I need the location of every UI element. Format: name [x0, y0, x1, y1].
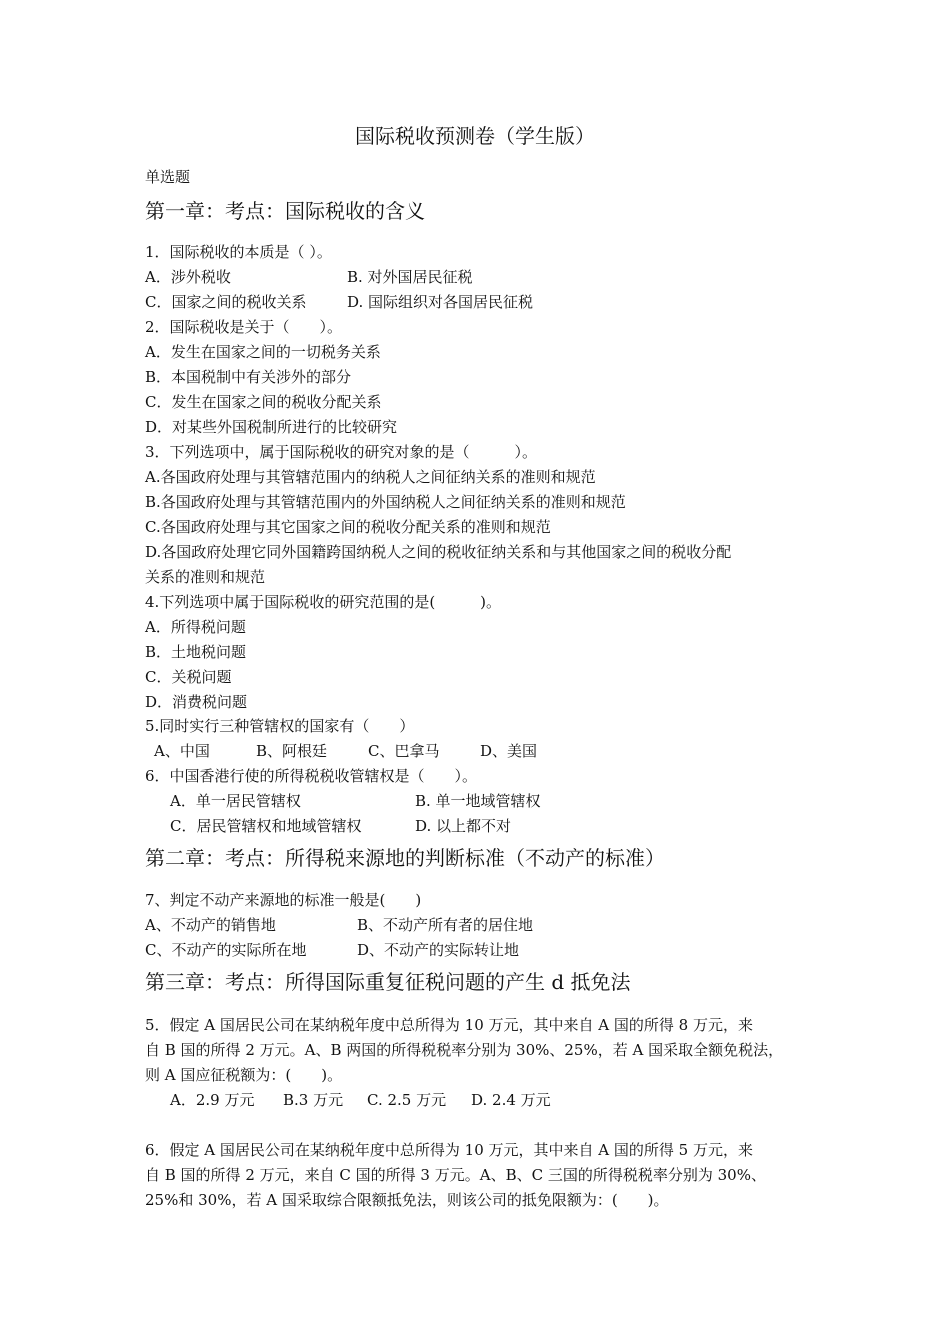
- q7-option-a: A、不动产的销售地: [145, 916, 276, 934]
- q2-option-c: C．发生在国家之间的税收分配关系: [145, 393, 382, 411]
- q4-option-a: A．所得税问题: [145, 618, 246, 636]
- q7-option-c: C、不动产的实际所在地: [145, 941, 307, 959]
- c3-q5-option-b: B.3 万元: [283, 1091, 344, 1109]
- q2-stem: 2．国际税收是关于（ ）。: [145, 318, 343, 336]
- q6-option-c: C．居民管辖权和地域管辖权: [170, 817, 362, 835]
- chapter1-heading: 第一章：考点：国际税收的含义: [145, 199, 425, 223]
- c3-q5-option-d: D. 2.4 万元: [471, 1091, 551, 1109]
- c3-q6-line3: 25%和 30%，若 A 国采取综合限额抵免法，则该公司的抵免限额为：( )。: [145, 1191, 669, 1209]
- section-label: 单选题: [145, 168, 191, 186]
- q1-option-a: A．涉外税收: [145, 268, 231, 286]
- q3-option-a: A.各国政府处理与其管辖范围内的纳税人之间征纳关系的准则和规范: [145, 468, 596, 486]
- q7-stem: 7、判定不动产来源地的标准一般是( ): [145, 891, 422, 909]
- chapter2-heading: 第二章：考点：所得税来源地的判断标准（不动产的标准）: [145, 846, 665, 870]
- document-title: 国际税收预测卷（学生版）: [355, 124, 595, 148]
- q7-option-d: D、不动产的实际转让地: [357, 941, 520, 959]
- q6-option-d: D. 以上都不对: [415, 817, 512, 835]
- q3-option-c: C.各国政府处理与其它国家之间的税收分配关系的准则和规范: [145, 518, 551, 536]
- q2-option-a: A．发生在国家之间的一切税务关系: [145, 343, 381, 361]
- c3-q5-option-c: C. 2.5 万元: [367, 1091, 447, 1109]
- q5-option-d: D、美国: [480, 742, 538, 760]
- q3-option-d-continued: 关系的准则和规范: [145, 568, 266, 586]
- q2-option-b: B．本国税制中有关涉外的部分: [145, 368, 352, 386]
- q4-option-c: C．关税问题: [145, 668, 232, 686]
- q3-option-b: B.各国政府处理与其管辖范围内的外国纳税人之间征纳关系的准则和规范: [145, 493, 626, 511]
- q1-stem: 1．国际税收的本质是（ ）。: [145, 243, 332, 261]
- q4-stem: 4.下列选项中属于国际税收的研究范围的是( )。: [145, 593, 502, 611]
- q3-stem: 3．下列选项中，属于国际税收的研究对象的是（ ）。: [145, 443, 538, 461]
- q6-option-b: B. 单一地域管辖权: [415, 792, 541, 810]
- q1-option-d: D. 国际组织对各国居民征税: [347, 293, 534, 311]
- c3-q6-line1: 6．假定 A 国居民公司在某纳税年度中总所得为 10 万元，其中来自 A 国的所得 5 万元，来: [145, 1141, 753, 1159]
- q5-option-b: B、阿根廷: [256, 742, 328, 760]
- c3-q6-line2: 自 B 国的所得 2 万元，来自 C 国的所得 3 万元。A、B、C 三国的所得税税率分别为 30%、: [145, 1166, 766, 1184]
- chapter3-heading: 第三章：考点：所得国际重复征税问题的产生 d 抵免法: [145, 970, 631, 994]
- q6-stem: 6．中国香港行使的所得税税收管辖权是（ ）。: [145, 767, 478, 785]
- q6-option-a: A．单一居民管辖权: [170, 792, 301, 810]
- q4-option-b: B．土地税问题: [145, 643, 247, 661]
- q5-option-c: C、巴拿马: [368, 742, 440, 760]
- q4-option-d: D．消费税问题: [145, 693, 248, 711]
- c3-q5-line2: 自 B 国的所得 2 万元。A、B 两国的所得税税率分别为 30%、25%，若 A 国采取全额免税法，: [145, 1041, 784, 1059]
- q5-option-a: A、中国: [154, 742, 210, 760]
- q2-option-d: D．对某些外国税制所进行的比较研究: [145, 418, 398, 436]
- q5-stem: 5.同时实行三种管辖权的国家有（ ）: [145, 717, 415, 735]
- c3-q5-line3: 则 A 国应征税额为：( )。: [145, 1066, 343, 1084]
- q3-option-d: D.各国政府处理它同外国籍跨国纳税人之间的税收征纳关系和与其他国家之间的税收分配: [145, 543, 732, 561]
- c3-q5-line1: 5．假定 A 国居民公司在某纳税年度中总所得为 10 万元，其中来自 A 国的所得 8 万元，来: [145, 1016, 753, 1034]
- c3-q5-option-a: A．2.9 万元: [170, 1091, 255, 1109]
- q1-option-c: C．国家之间的税收关系: [145, 293, 307, 311]
- q7-option-b: B、不动产所有者的居住地: [357, 916, 534, 934]
- q1-option-b: B. 对外国居民征税: [347, 268, 473, 286]
